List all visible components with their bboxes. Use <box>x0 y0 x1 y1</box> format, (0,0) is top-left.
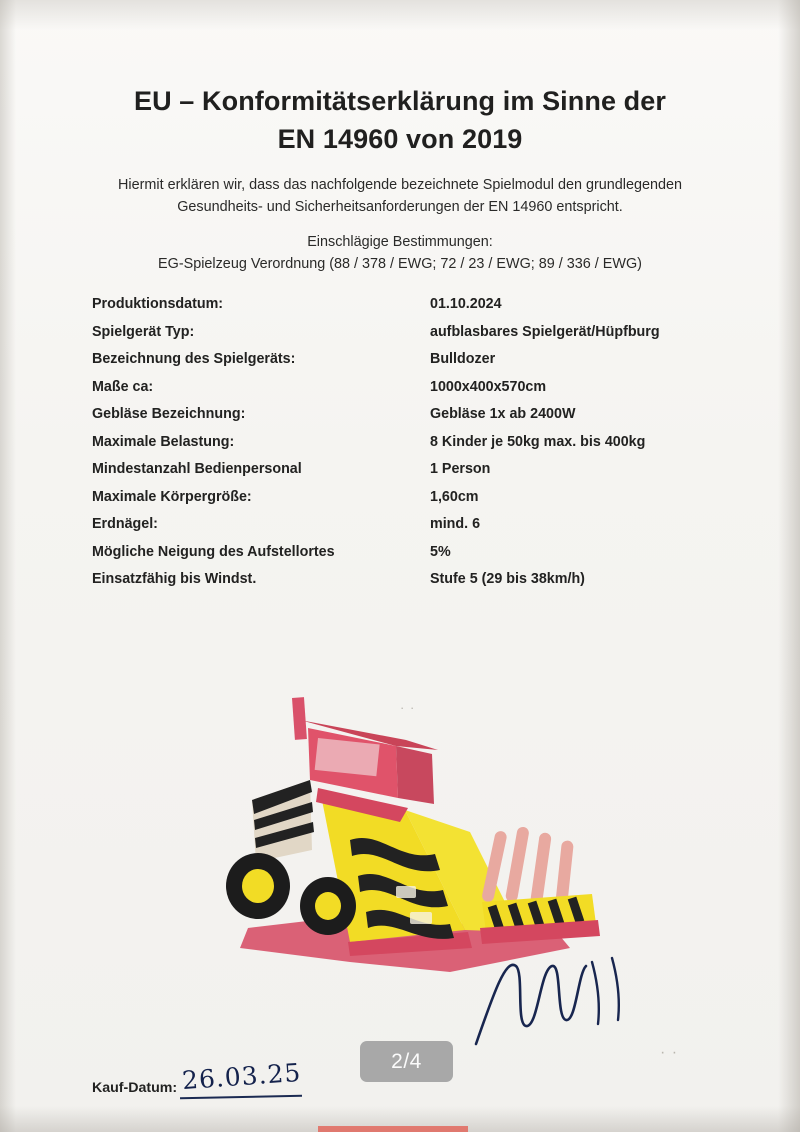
table-row <box>92 544 712 572</box>
spec-label: Einsatzfähig bis Windst. <box>92 571 257 587</box>
spec-value: 5% <box>430 543 451 560</box>
spec-label: Erdnägel: <box>92 516 158 532</box>
page-bottom-color-strip <box>318 1126 468 1132</box>
purchase-date-underline <box>180 1095 302 1100</box>
spec-label: Gebläse Bezeichnung: <box>92 406 246 422</box>
spec-value: 1 Person <box>430 461 491 477</box>
purchase-date-handwritten: 26.03.25 <box>181 1057 303 1096</box>
table-row <box>92 324 712 352</box>
regulations-heading: Einschlägige Bestimmungen: <box>307 234 493 250</box>
page-title <box>90 82 710 159</box>
page-edge-shadow-right <box>778 0 800 1132</box>
table-row <box>92 571 712 599</box>
spec-label: Bezeichnung des Spielgeräts: <box>92 351 296 367</box>
regulations-block <box>95 232 705 276</box>
spec-value: Gebläse 1x ab 2400W <box>430 406 576 422</box>
spec-label: Produktionsdatum: <box>92 296 224 312</box>
spec-label: Maße ca: <box>92 378 154 395</box>
table-row <box>92 489 712 517</box>
page-edge-shadow-left <box>0 0 16 1132</box>
spec-value: 8 Kinder je 50kg max. bis 400kg <box>430 433 646 450</box>
scan-artifact: · · <box>660 1044 679 1061</box>
declaration-intro-line-1: Hiermit erklären wir, dass das nachfolgende bezeichnete Spielmodul den grundlegenden <box>118 177 682 193</box>
table-row <box>92 434 712 462</box>
spec-label: Maximale Körpergröße: <box>92 488 252 505</box>
declaration-intro <box>95 175 705 218</box>
spec-value: Bulldozer <box>430 351 496 367</box>
table-row <box>92 461 712 489</box>
spec-label: Mindestanzahl Bedienpersonal <box>92 461 302 477</box>
page-title-line-1: EU – Konformitätserklärung im Sinne der <box>133 86 666 116</box>
spec-value: 1000x400x570cm <box>430 378 547 395</box>
purchase-date-label: Kauf-Datum: <box>92 1080 178 1096</box>
scan-artifact: · · <box>400 700 416 715</box>
spec-value: 1,60cm <box>430 488 479 505</box>
spec-value: mind. 6 <box>430 516 481 532</box>
spec-value: Stufe 5 (29 bis 38km/h) <box>430 571 585 587</box>
table-row <box>92 406 712 434</box>
spec-label: Maximale Belastung: <box>92 433 235 450</box>
table-row <box>92 516 712 544</box>
spec-value: aufblasbares Spielgerät/Hüpfburg <box>430 323 660 340</box>
page-edge-shadow-top <box>0 0 800 30</box>
spec-value: 01.10.2024 <box>430 296 502 312</box>
page-indicator: 2/4 <box>360 1041 453 1082</box>
spec-label: Spielgerät Typ: <box>92 323 195 340</box>
table-row <box>92 296 712 324</box>
declaration-intro-line-2: Gesundheits- und Sicherheitsanforderungen der EN 14960 entspricht. <box>177 198 623 215</box>
table-row <box>92 351 712 379</box>
inflatable-bulldozer-illustration <box>200 680 620 1020</box>
specifications-table <box>92 296 712 599</box>
table-row <box>92 379 712 407</box>
regulations-line: EG-Spielzeug Verordnung (88 / 378 / EWG; 72 / 23 / EWG; 89 / 336 / EWG) <box>158 255 642 272</box>
spec-label: Mögliche Neigung des Aufstellortes <box>92 543 335 560</box>
page-title-line-2: EN 14960 von 2019 <box>277 124 523 155</box>
